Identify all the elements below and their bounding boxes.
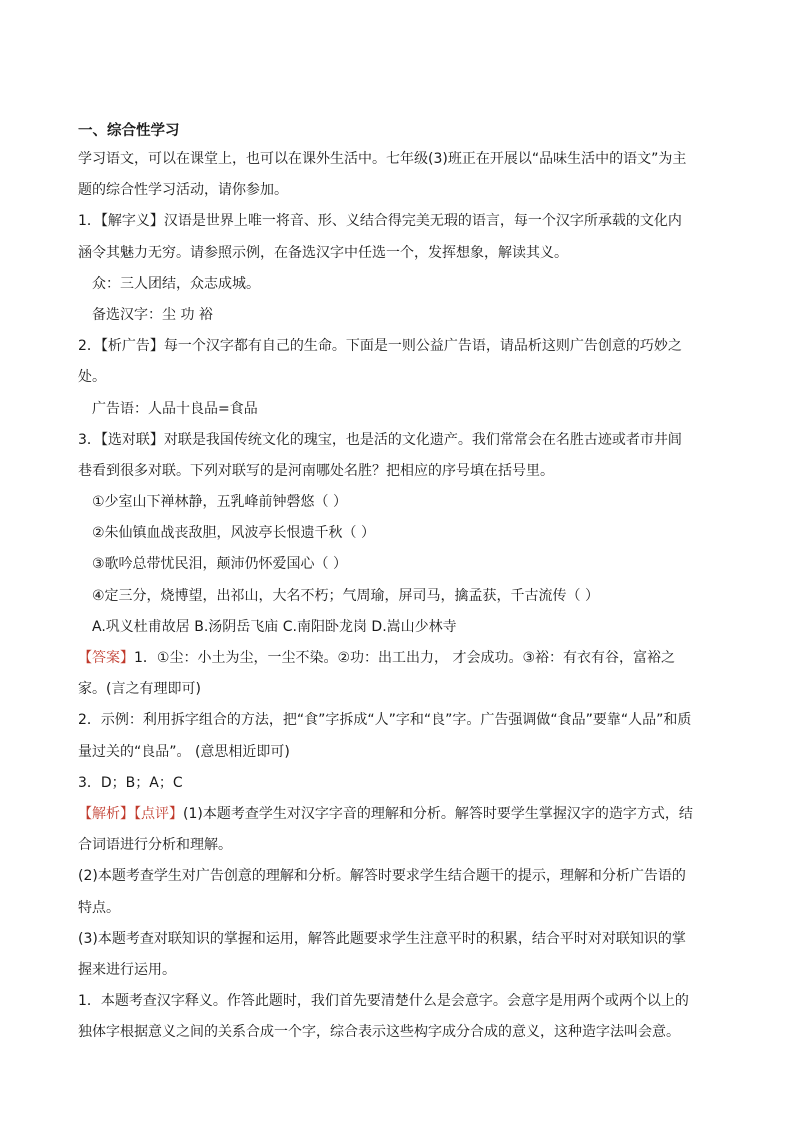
analysis-label: 【解析】【点评】: [78, 805, 183, 822]
answer-line-5: 3．D；B；A；C: [78, 774, 183, 791]
answer-line-4: 量过关的“良品”。 (意思相近即可): [78, 743, 290, 760]
analysis-line-4: 特点。: [78, 899, 120, 916]
q2-line-1: 2．【析广告】每一个汉字都有自己的生命。下面是一则公益广告语，请品析这则广告创意的巧妙之: [78, 338, 682, 355]
analysis-line-2: 合词语进行分析和理解。: [78, 837, 232, 854]
q3-couplet-4: ④定三分，烧博望，出祁山，大名不朽；气周瑜，屏司马，擒孟获，千古流传（ ）: [92, 587, 599, 604]
intro-line-2: 题的综合性学习活动，请你参加。: [78, 182, 288, 199]
q1-example: 众：三人团结，众志成城。: [92, 275, 260, 292]
q1-line-1: 1．【解字义】汉语是世界上唯一将音、形、义结合得完美无瑕的语言，每一个汉字所承载的文化内: [78, 213, 682, 230]
answer-line-1: [78, 643, 718, 674]
section-title: 一、综合性学习: [78, 123, 180, 139]
document-content: [78, 118, 718, 1048]
analysis-line-6: 握来进行运用。: [78, 961, 176, 978]
q2-line-2: 处。: [78, 369, 106, 386]
analysis-line-1: [78, 799, 718, 830]
intro-line-1: 学习语文，可以在课堂上，也可以在课外生活中。七年级(3)班正在开展以“品味生活中的语文”为主: [78, 151, 687, 167]
q1-line-2: 涵令其魅力无穷。请参照示例，在备选汉字中任选一个，发挥想象，解读其义。: [78, 244, 568, 261]
answer-line-2: 家。(言之有理即可): [78, 681, 201, 698]
q3-couplet-1: ①少室山下禅林静，五乳峰前钟磬悠（ ）: [92, 494, 347, 511]
analysis-line-5: (3)本题考查对联知识的掌握和运用，解答此题要求学生注意平时的积累，结合平时对对联知识的掌: [78, 930, 686, 947]
q3-couplet-3: ③歌吟总带忧民泪，颠沛仍怀爱国心（ ）: [92, 556, 347, 573]
q1-options: 备选汉字：尘 功 裕: [92, 306, 213, 323]
answer-line-3: 2．示例：利用拆字组合的方法，把“食”字拆成“人”字和“良”字。广告强调做“食品”要靠“人品”和质: [78, 712, 692, 729]
analysis-line-3: (2)本题考查学生对广告创意的理解和分析。解答时要求学生结合题干的提示，理解和分析广告语的: [78, 868, 686, 885]
answer-label: 【答案】: [78, 650, 134, 666]
q3-line-1: 3．【选对联】对联是我国传统文化的瑰宝，也是活的文化遗产。我们常常会在名胜古迹或者市井闾: [78, 431, 682, 448]
q2-ad: 广告语：人品十良品=食品: [92, 400, 258, 417]
analysis-text-1: (1)本题考查学生对汉字字音的理解和分析。解答时要学生掌握汉字的造字方式，结: [183, 805, 693, 822]
answer-text-1: 1．①尘：小土为尘，一尘不染。②功：出工出力， 才会成功。③裕：有衣有谷，富裕之: [134, 650, 676, 666]
analysis-line-8: 独体字根据意义之间的关系合成一个字，综合表示这些构字成分合成的意义，这种造字法叫会意。: [78, 1024, 680, 1041]
analysis-line-7: 1．本题考查汉字释义。作答此题时，我们首先要清楚什么是会意字。会意字是用两个或两个以上的: [78, 993, 689, 1010]
q3-line-2: 巷看到很多对联。下列对联写的是河南哪处名胜？把相应的序号填在括号里。: [78, 462, 554, 479]
q3-couplet-2: ②朱仙镇血战丧敌胆，风波亭长恨遗千秋（ ）: [92, 525, 375, 542]
q3-choices: A.巩义杜甫故居 B.汤阴岳飞庙 C.南阳卧龙岗 D.嵩山少林寺: [92, 618, 457, 635]
